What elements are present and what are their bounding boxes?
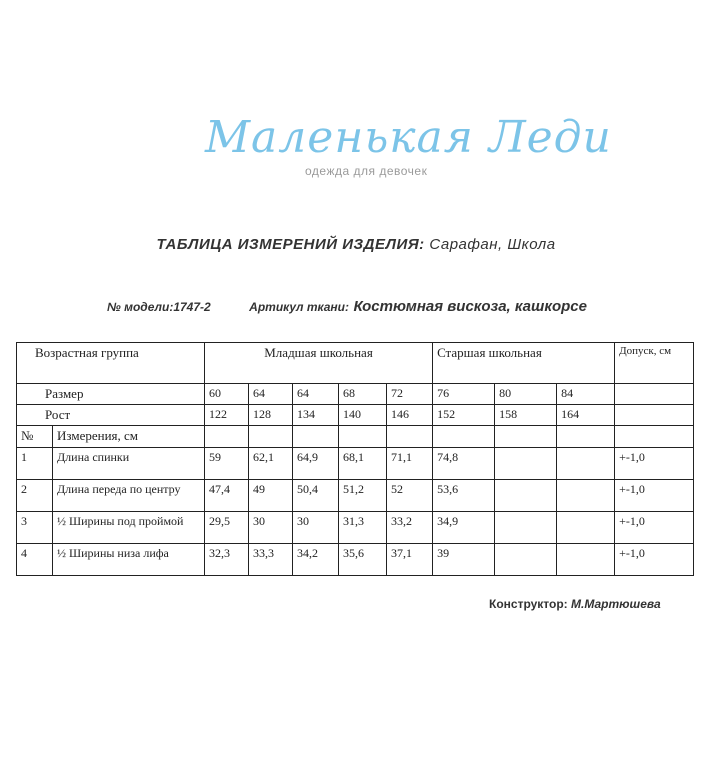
empty-cell (557, 426, 615, 448)
table-row (17, 480, 694, 512)
senior-group-label: Старшая школьная (433, 343, 615, 384)
value-cell: 49 (249, 480, 293, 512)
value-cell: 53,6 (433, 480, 495, 512)
table-row (17, 512, 694, 544)
brand-logo (205, 112, 612, 192)
empty-cell (293, 426, 339, 448)
value-cell: 29,5 (205, 512, 249, 544)
empty-cell (387, 426, 433, 448)
tolerance-cell: +-1,0 (615, 512, 694, 544)
brand-tagline: одежда для девочек (305, 164, 428, 178)
empty-cell (339, 426, 387, 448)
empty-cell (205, 426, 249, 448)
row-num: 3 (17, 512, 53, 544)
value-cell: 37,1 (387, 544, 433, 576)
value-cell (557, 512, 615, 544)
fabric-value: Костюмная вискоза, кашкорсе (353, 298, 587, 315)
value-cell: 33,2 (387, 512, 433, 544)
tolerance-cell: +-1,0 (615, 544, 694, 576)
value-cell: 50,4 (293, 480, 339, 512)
value-cell: 30 (293, 512, 339, 544)
empty-cell (249, 426, 293, 448)
value-cell (557, 544, 615, 576)
row-name: Длина переда по центру (53, 480, 205, 512)
measures-header-row (17, 426, 694, 448)
row-num: 4 (17, 544, 53, 576)
value-cell (495, 512, 557, 544)
size-cell: 64 (249, 384, 293, 405)
constructor-label: Конструктор: (489, 597, 568, 611)
size-cell: 72 (387, 384, 433, 405)
tolerance-cell: +-1,0 (615, 448, 694, 480)
size-cell: 76 (433, 384, 495, 405)
row-name: Длина спинки (53, 448, 205, 480)
value-cell: 47,4 (205, 480, 249, 512)
table-row (17, 544, 694, 576)
size-cell: 60 (205, 384, 249, 405)
value-cell: 32,3 (205, 544, 249, 576)
header-row-age-group (17, 343, 694, 384)
size-row (17, 384, 694, 405)
value-cell: 52 (387, 480, 433, 512)
measures-label: Измерения, см (53, 426, 205, 448)
junior-group-label: Младшая школьная (205, 343, 433, 384)
value-cell: 51,2 (339, 480, 387, 512)
height-cell: 158 (495, 405, 557, 426)
row-name: ½ Ширины низа лифа (53, 544, 205, 576)
empty-cell (615, 384, 694, 405)
height-label: Рост (17, 405, 205, 426)
value-cell: 68,1 (339, 448, 387, 480)
brand-name: Маленькая Леди (205, 112, 612, 163)
value-cell: 62,1 (249, 448, 293, 480)
value-cell: 74,8 (433, 448, 495, 480)
row-num: 2 (17, 480, 53, 512)
table-row (17, 448, 694, 480)
height-cell: 164 (557, 405, 615, 426)
size-cell: 80 (495, 384, 557, 405)
value-cell: 71,1 (387, 448, 433, 480)
value-cell (495, 448, 557, 480)
age-group-label: Возрастная группа (17, 343, 205, 384)
empty-cell (433, 426, 495, 448)
model-label: № модели: (107, 300, 174, 314)
tolerance-label: Допуск, см (615, 343, 694, 384)
size-cell: 64 (293, 384, 339, 405)
value-cell: 34,2 (293, 544, 339, 576)
value-cell (495, 480, 557, 512)
fabric-label: Артикул ткани: (249, 300, 349, 314)
height-row (17, 405, 694, 426)
title-label: ТАБЛИЦА ИЗМЕРЕНИЙ ИЗДЕЛИЯ: (156, 236, 425, 253)
constructor-name: М.Мартюшева (571, 597, 661, 611)
title-value: Сарафан, Школа (424, 236, 556, 253)
value-cell: 30 (249, 512, 293, 544)
height-cell: 134 (293, 405, 339, 426)
value-cell: 64,9 (293, 448, 339, 480)
row-num: 1 (17, 448, 53, 480)
model-value: 1747-2 (173, 300, 211, 314)
tolerance-cell: +-1,0 (615, 480, 694, 512)
value-cell (557, 448, 615, 480)
value-cell (557, 480, 615, 512)
num-label: № (17, 426, 53, 448)
size-label: Размер (17, 384, 205, 405)
value-cell: 59 (205, 448, 249, 480)
size-cell: 84 (557, 384, 615, 405)
value-cell: 34,9 (433, 512, 495, 544)
model-info (107, 298, 587, 316)
height-cell: 146 (387, 405, 433, 426)
value-cell: 31,3 (339, 512, 387, 544)
height-cell: 128 (249, 405, 293, 426)
document-title (0, 236, 712, 253)
empty-cell (615, 426, 694, 448)
value-cell (495, 544, 557, 576)
height-cell: 122 (205, 405, 249, 426)
empty-cell (495, 426, 557, 448)
row-name: ½ Ширины под проймой (53, 512, 205, 544)
height-cell: 140 (339, 405, 387, 426)
value-cell: 33,3 (249, 544, 293, 576)
empty-cell (615, 405, 694, 426)
value-cell: 39 (433, 544, 495, 576)
value-cell: 35,6 (339, 544, 387, 576)
height-cell: 152 (433, 405, 495, 426)
measurements-table (16, 342, 694, 576)
size-cell: 68 (339, 384, 387, 405)
constructor-signature (489, 597, 661, 611)
